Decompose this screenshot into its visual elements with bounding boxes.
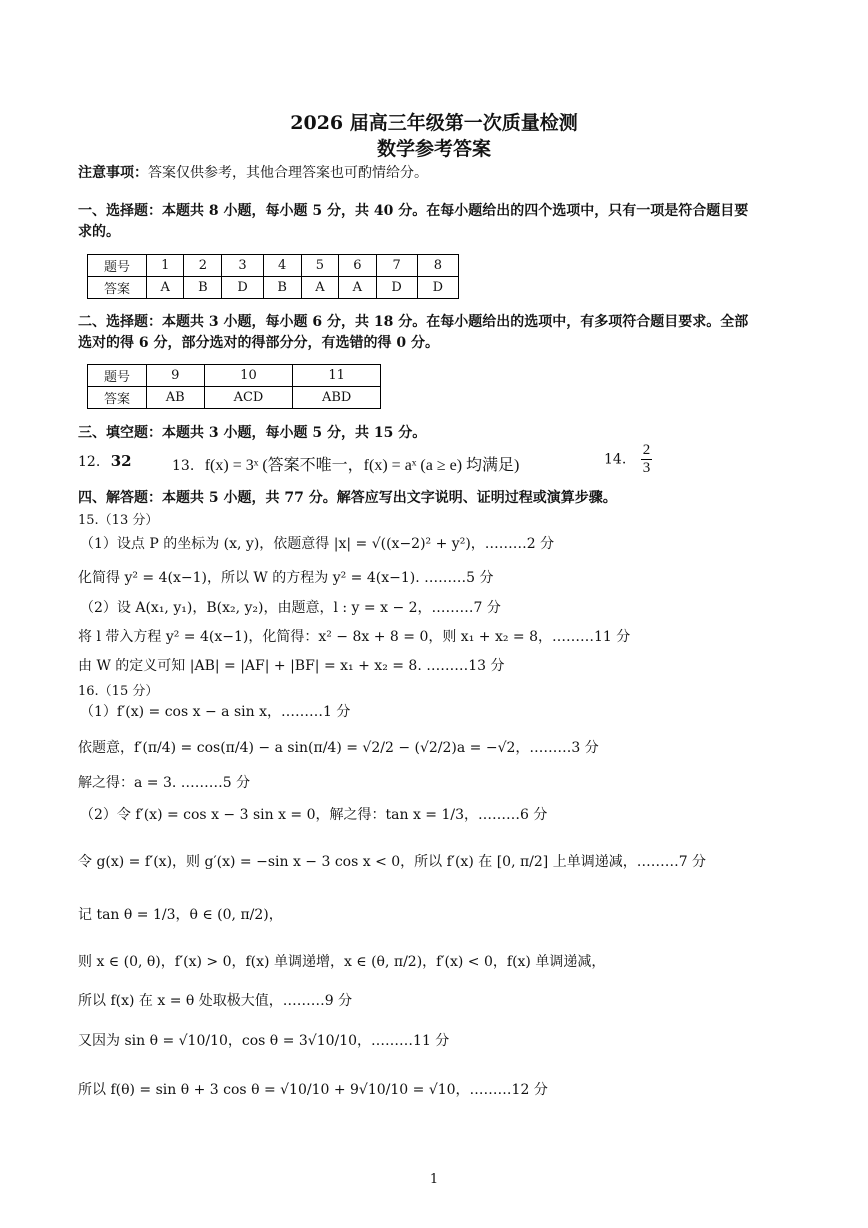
row-label: 答案	[88, 277, 147, 299]
answer-cell: A	[301, 277, 338, 299]
q13-label: 13.	[172, 458, 195, 474]
answer-cell: ABD	[293, 387, 381, 409]
q15-line: 化简得 y² = 4(x−1)，所以 W 的方程为 y² = 4(x−1). ………5 分	[78, 570, 494, 586]
question-number: 10	[204, 365, 293, 387]
table-row	[88, 365, 381, 387]
answer-cell: D	[222, 277, 263, 299]
q15-line: （2）设 A(x₁, y₁)，B(x₂, y₂)，由题意，l : y = x − 2，………7 分	[80, 600, 501, 616]
answer-cell: A	[147, 277, 184, 299]
answer-cell: D	[376, 277, 417, 299]
q12	[78, 452, 132, 470]
row-label: 题号	[88, 255, 147, 277]
answer-cell: B	[184, 277, 222, 299]
question-number: 8	[417, 255, 458, 277]
question-number: 4	[263, 255, 301, 277]
question-number: 2	[184, 255, 222, 277]
section3-heading: 三、填空题：本题共 3 小题，每小题 5 分，共 15 分。	[78, 425, 427, 441]
table-row	[88, 255, 459, 277]
q14-answer	[641, 442, 653, 477]
q13-answer: f(x) = 3ˣ (答案不唯一，f(x) = aˣ (a ≥ e) 均满足)	[204, 457, 520, 474]
answer-cell: B	[263, 277, 301, 299]
answer-cell: A	[339, 277, 376, 299]
q16-line: 所以 f(θ) = sin θ + 3 cos θ = √10/10 + 9√10/10 = √10，………12 分	[78, 1082, 548, 1098]
q16-label: 16.（15 分）	[78, 684, 159, 699]
answer-cell: D	[417, 277, 458, 299]
q14	[604, 442, 652, 477]
section1-heading: 一、选择题：本题共 8 小题，每小题 5 分，共 40 分。在每小题给出的四个选项中，只有一项是符合题目要	[78, 203, 749, 219]
question-number: 7	[376, 255, 417, 277]
page-subtitle: 数学参考答案	[376, 138, 491, 160]
table-row	[88, 277, 459, 299]
q12-answer: 32	[110, 452, 132, 470]
notice-text: 答案仅供参考，其他合理答案也可酌情给分。	[148, 165, 428, 181]
section2-heading: 二、选择题：本题共 3 小题，每小题 6 分，共 18 分。在每小题给出的选项中，有多项符合题目要求。全部	[78, 314, 749, 330]
choice-answer-table	[87, 254, 459, 299]
q16-line: 则 x ∈ (0, θ)，f′(x) > 0，f(x) 单调递增，x ∈ (θ, π/2)，f′(x) < 0，f(x) 单调递减，	[78, 954, 606, 970]
question-number: 3	[222, 255, 263, 277]
answer-cell: AB	[147, 387, 205, 409]
q14-denominator: 3	[642, 460, 651, 476]
q15-line: （1）设点 P 的坐标为 (x, y)，依题意得 |x| = √((x−2)² + y²)，………2 分	[80, 536, 555, 552]
question-number: 6	[339, 255, 376, 277]
q16-line: 解之得：a = 3. ………5 分	[78, 775, 251, 791]
section4-heading: 四、解答题：本题共 5 小题，共 77 分。解答应写出文字说明、证明过程或演算步骤。	[78, 490, 617, 506]
question-number: 9	[147, 365, 205, 387]
q16-line: 依题意，f′(π/4) = cos(π/4) − a sin(π/4) = √2/2 − (√2/2)a = −√2，………3 分	[78, 740, 599, 756]
notice-label: 注意事项：	[78, 165, 148, 181]
multi-choice-answer-table	[87, 364, 381, 409]
question-number: 5	[301, 255, 338, 277]
q16-line: （1）f′(x) = cos x − a sin x，………1 分	[80, 704, 351, 720]
q15-label: 15.（13 分）	[78, 513, 159, 528]
q15-line: 将 l 带入方程 y² = 4(x−1)，化简得：x² − 8x + 8 = 0，则 x₁ + x₂ = 8，………11 分	[78, 629, 631, 645]
q14-label: 14.	[604, 451, 627, 468]
question-number: 11	[293, 365, 381, 387]
q16-line: 令 g(x) = f′(x)，则 g′(x) = −sin x − 3 cos x < 0，所以 f′(x) 在 [0, π/2] 上单调递减，………7 分	[78, 854, 707, 870]
notice	[78, 162, 428, 182]
row-label: 题号	[88, 365, 147, 387]
q16-line: 又因为 sin θ = √10/10，cos θ = 3√10/10，………11 分	[78, 1033, 450, 1049]
q12-label: 12.	[78, 454, 101, 470]
question-number: 1	[147, 255, 184, 277]
row-label: 答案	[88, 387, 147, 409]
q13	[172, 452, 519, 475]
page-number: 1	[429, 1172, 439, 1187]
q16-line: （2）令 f′(x) = cos x − 3 sin x = 0，解之得：tan x = 1/3，………6 分	[80, 807, 548, 823]
answer-cell: ACD	[204, 387, 293, 409]
section2-heading-cont: 选对的得 6 分，部分选对的得部分分，有选错的得 0 分。	[78, 335, 439, 351]
q16-line: 所以 f(x) 在 x = θ 处取极大值，………9 分	[78, 993, 353, 1009]
q14-numerator: 2	[642, 442, 651, 458]
table-row	[88, 387, 381, 409]
q16-line: 记 tan θ = 1/3，θ ∈ (0, π/2)，	[78, 907, 283, 923]
section1-heading-cont: 求的。	[78, 224, 120, 240]
page-title: 2026 届高三年级第一次质量检测	[290, 112, 578, 134]
q15-line: 由 W 的定义可知 |AB| = |AF| + |BF| = x₁ + x₂ = 8. ………13 分	[78, 658, 505, 674]
